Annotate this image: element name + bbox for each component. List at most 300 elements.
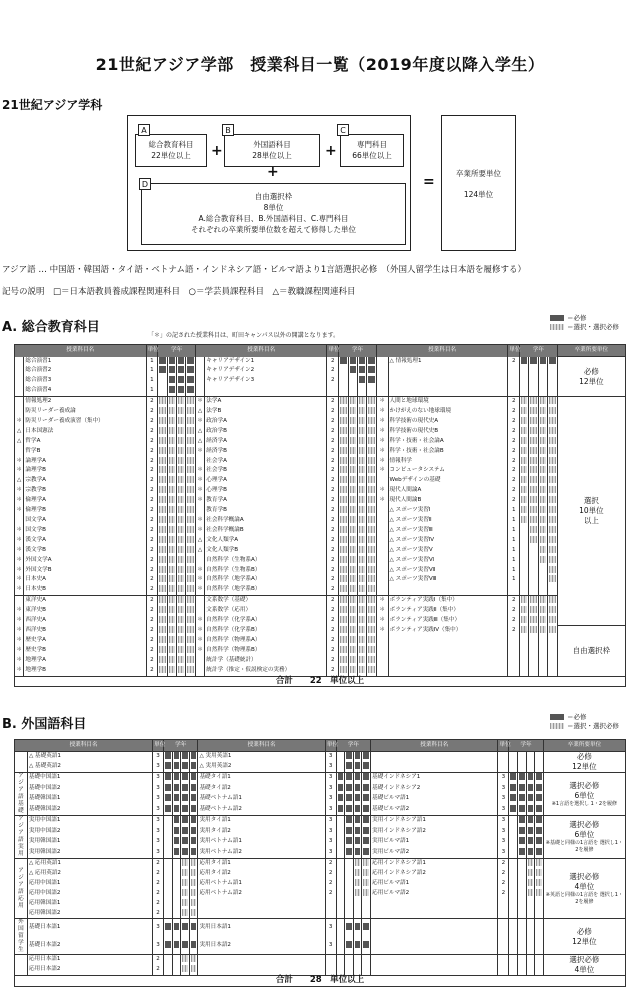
table-row (15, 879, 626, 889)
year-cell (529, 366, 538, 376)
year-cell (348, 486, 357, 496)
year-cell (172, 965, 181, 976)
required-bar (355, 827, 361, 834)
year-cell (336, 889, 345, 899)
required-bar (174, 837, 180, 844)
year-cell (348, 386, 357, 396)
elective-bar (340, 407, 346, 414)
year-cell (186, 386, 195, 396)
year-cell (339, 536, 348, 546)
elective-bar (178, 397, 184, 404)
year-cell (339, 526, 348, 536)
elective-bar (368, 536, 374, 543)
course-name: △ スポーツ実習Ⅷ (388, 575, 508, 585)
year-cell (181, 827, 190, 837)
year-header: 学年 (520, 345, 558, 357)
box-c-line1: 専門科目 (357, 140, 387, 149)
elective-bar (368, 466, 374, 473)
requirement-note: ※1言語を選択し 1・2を履修 (551, 800, 618, 807)
course-units: 2 (508, 357, 520, 367)
requirement-line: 6単位 (574, 790, 595, 800)
course-units: 2 (327, 476, 339, 486)
year-cell (339, 506, 348, 516)
elective-bar (159, 486, 165, 493)
course-units: 2 (327, 575, 339, 585)
year-cell (336, 816, 345, 827)
year-cell (189, 899, 198, 909)
course-name: 社会科学概論B (205, 526, 327, 536)
year-cell (189, 889, 198, 899)
elective-bar (363, 859, 369, 866)
required-bar (338, 805, 344, 812)
course-mark (195, 457, 204, 467)
elective-bar (187, 457, 193, 464)
box-d-line2: 8単位 (263, 203, 284, 212)
year-cell (538, 457, 547, 467)
course-units: 3 (325, 937, 336, 955)
year-cell (538, 556, 547, 566)
course-mark: ＊ (15, 666, 24, 676)
course-mark: ＊ (195, 585, 204, 595)
course-name: 基礎ベトナム語2 (198, 804, 325, 815)
course-name: 実用日本語1 (198, 919, 325, 937)
course-units: 2 (327, 516, 339, 526)
year-cell (336, 804, 345, 815)
year-cell (353, 837, 362, 847)
course-name: 政治学A (205, 417, 327, 427)
year-cell (526, 919, 535, 937)
course-name (205, 386, 327, 396)
required-bar (350, 357, 356, 364)
elective-bar (159, 516, 165, 523)
elective-bar (530, 447, 536, 454)
year-cell (167, 546, 176, 556)
course-name: ボランティア実践Ⅰ（集中） (388, 596, 508, 606)
year-cell (526, 773, 535, 784)
required-bar (355, 762, 361, 769)
table-row (15, 546, 626, 556)
elective-bar (350, 457, 356, 464)
year-cell (529, 457, 538, 467)
year-cell (367, 575, 376, 585)
required-bar (536, 773, 542, 780)
course-units: 2 (327, 486, 339, 496)
year-cell (348, 526, 357, 536)
section-a-heading: A. 総合教育科目 (2, 320, 100, 335)
year-cell (367, 486, 376, 496)
year-cell (158, 666, 167, 676)
required-bar (174, 848, 180, 855)
required-bar (363, 816, 369, 823)
requirement-line: 4単位 (574, 965, 595, 975)
requirement-note: ※英語と同様の1言語を 選択し1・2を履修 (545, 891, 623, 905)
year-cell (172, 837, 181, 847)
year-cell (520, 626, 529, 636)
required-bar (519, 805, 525, 812)
elective-bar (340, 556, 346, 563)
course-units: 2 (327, 626, 339, 636)
year-cell (167, 486, 176, 496)
elective-bar (549, 447, 555, 454)
plus-2: + (325, 143, 337, 159)
year-cell (189, 837, 198, 847)
year-cell (339, 376, 348, 386)
table-row (15, 837, 626, 847)
course-units: 2 (327, 427, 339, 437)
year-cell (167, 556, 176, 566)
course-mark (376, 566, 388, 576)
elective-bar (530, 496, 536, 503)
year-cell (362, 879, 371, 889)
course-name: Webデザインの基礎 (388, 476, 508, 486)
year-cell (177, 437, 186, 447)
year-cell (172, 919, 181, 937)
elective-bar (521, 596, 527, 603)
course-mark (376, 516, 388, 526)
elective-bar (521, 466, 527, 473)
units-header: 単位 (327, 345, 339, 357)
course-mark (15, 397, 24, 407)
required-bar (346, 773, 352, 780)
year-cell (353, 879, 362, 889)
year-cell (535, 879, 544, 889)
year-cell (548, 566, 557, 576)
elective-bar (368, 496, 374, 503)
course-name: 応用日本語2 (27, 965, 152, 976)
course-units: 2 (146, 636, 158, 646)
year-cell (509, 804, 518, 815)
year-cell (339, 646, 348, 656)
required-bar (165, 784, 171, 791)
elective-bar (549, 516, 555, 523)
elective-bar (182, 965, 188, 972)
grad-line1: 卒業所要単位 (456, 169, 501, 178)
course-units: 1 (508, 506, 520, 516)
elective-bar (359, 516, 365, 523)
course-name (371, 909, 498, 919)
elective-bar (178, 575, 184, 582)
year-cell (509, 909, 518, 919)
course-mark: ＊ (15, 457, 24, 467)
elective-bar (340, 626, 346, 633)
elective-bar (340, 476, 346, 483)
elective-bar (359, 626, 365, 633)
course-name: 社会科学概論A (205, 516, 327, 526)
elective-bar (355, 889, 361, 896)
table-row (15, 447, 626, 457)
year-cell (538, 496, 547, 506)
elective-bar (191, 909, 197, 916)
course-units (508, 376, 520, 386)
required-bar (182, 941, 188, 948)
table-row (15, 816, 626, 827)
elective-bar (530, 476, 536, 483)
course-mark: ＊ (15, 646, 24, 656)
course-units: 2 (146, 556, 158, 566)
elective-bar (169, 476, 175, 483)
year-cell (520, 585, 529, 595)
course-units: 2 (146, 457, 158, 467)
year-cell (186, 466, 195, 476)
elective-bar (530, 606, 536, 613)
course-mark: △ (195, 546, 204, 556)
year-cell (181, 837, 190, 847)
legend-b (550, 713, 619, 731)
elective-bar (159, 506, 165, 513)
required-bar (169, 376, 175, 383)
elective-bar (521, 476, 527, 483)
year-cell (367, 476, 376, 486)
elective-bar (169, 556, 175, 563)
year-cell (186, 496, 195, 506)
box-d-line4: それぞれの卒業所要単位数を超えて修得した単位 (191, 225, 356, 234)
elective-bar (540, 516, 546, 523)
course-name: ボランティア実践Ⅲ（集中） (388, 616, 508, 626)
year-cell (357, 546, 366, 556)
elective-bar (169, 397, 175, 404)
required-bar (182, 848, 188, 855)
required-bar (355, 805, 361, 812)
elective-bar (187, 636, 193, 643)
requirement-line: 必修 (576, 926, 592, 936)
total-cell: 合計 28 単位以上 (15, 976, 626, 987)
year-cell (367, 546, 376, 556)
course-name: 政治学B (205, 427, 327, 437)
elective-bar (182, 869, 188, 876)
elective-bar (178, 476, 184, 483)
elective-bar (340, 656, 346, 663)
year-cell (177, 386, 186, 396)
elective-bar (359, 447, 365, 454)
year-cell (517, 965, 526, 976)
year-cell (167, 397, 176, 407)
elective-bar (159, 407, 165, 414)
year-cell (520, 646, 529, 656)
year-cell (339, 596, 348, 606)
elective-bar (169, 566, 175, 573)
required-bar (363, 773, 369, 780)
elective-bar (169, 466, 175, 473)
course-units: 2 (508, 427, 520, 437)
requirement-line: 自由選択枠 (572, 645, 611, 655)
year-cell (548, 476, 557, 486)
course-name: 応用日本語1 (27, 955, 152, 966)
course-units: 2 (508, 496, 520, 506)
course-units: 2 (508, 417, 520, 427)
elective-bar (340, 596, 346, 603)
total-row (15, 676, 626, 687)
elective-bar (549, 407, 555, 414)
year-cell (548, 575, 557, 585)
required-bar (187, 357, 193, 364)
required-bar (191, 941, 197, 948)
year-cell (526, 784, 535, 794)
course-name: △ 基礎英語2 (27, 762, 152, 773)
course-mark: ＊ (376, 397, 388, 407)
year-cell (336, 752, 345, 763)
course-name: 実用韓国語2 (27, 847, 152, 858)
year-cell (186, 575, 195, 585)
year-cell (158, 447, 167, 457)
year-cell (167, 636, 176, 646)
required-bar (355, 773, 361, 780)
year-cell (186, 636, 195, 646)
subject-header: 授業科目名 (376, 345, 508, 357)
elective-bar (540, 496, 546, 503)
requirement-header: 卒業所要単位 (543, 740, 625, 752)
year-cell (362, 816, 371, 827)
year-header: 学年 (509, 740, 544, 752)
table-row (15, 357, 626, 367)
required-bar (346, 848, 352, 855)
required-bar (355, 837, 361, 844)
elective-bar (368, 646, 374, 653)
elective-bar (187, 596, 193, 603)
elective-bar (540, 536, 546, 543)
elective-bar (350, 556, 356, 563)
elective-bar (521, 407, 527, 414)
year-cell (357, 606, 366, 616)
year-cell (189, 859, 198, 869)
required-bar (178, 357, 184, 364)
course-units: 3 (325, 837, 336, 847)
course-units: 1 (146, 366, 158, 376)
required-bar (174, 773, 180, 780)
elective-bar (169, 546, 175, 553)
course-name: 基礎タイ語2 (198, 784, 325, 794)
course-name: 基礎ビルマ語2 (371, 804, 498, 815)
required-bar (346, 837, 352, 844)
required-bar (191, 773, 197, 780)
year-cell (535, 899, 544, 909)
elective-bar (178, 536, 184, 543)
required-bar (363, 941, 369, 948)
year-cell (163, 847, 172, 858)
year-cell (529, 646, 538, 656)
legend-elective: ＝選択・選択必修 (550, 323, 619, 332)
elective-bar (178, 457, 184, 464)
course-name (388, 376, 508, 386)
elective-bar (521, 427, 527, 434)
requirement-line: 選択必修 (569, 955, 600, 965)
elective-bar (350, 466, 356, 473)
table-row (15, 407, 626, 417)
course-units: 2 (327, 646, 339, 656)
course-mark: ＊ (376, 417, 388, 427)
year-cell (163, 869, 172, 879)
elective-bar (169, 606, 175, 613)
table-row (15, 859, 626, 869)
elective-bar (359, 636, 365, 643)
year-cell (348, 357, 357, 367)
course-name: △ スポーツ実習Ⅲ (388, 526, 508, 536)
year-cell (189, 937, 198, 955)
course-units: 2 (146, 566, 158, 576)
year-cell (367, 437, 376, 447)
year-cell (167, 386, 176, 396)
course-mark: ＊ (376, 457, 388, 467)
year-cell (158, 626, 167, 636)
year-cell (367, 566, 376, 576)
legend-a (550, 314, 619, 332)
course-units: 3 (153, 752, 164, 763)
table-row (15, 794, 626, 804)
year-cell (357, 366, 366, 376)
elective-bar (368, 427, 374, 434)
year-cell (509, 919, 518, 937)
year-cell (339, 656, 348, 666)
year-cell (538, 656, 547, 666)
course-mark: ＊ (15, 575, 24, 585)
year-cell (367, 636, 376, 646)
course-name: 現代人間論A (388, 486, 508, 496)
year-cell (186, 546, 195, 556)
required-bar (363, 752, 369, 759)
course-name: 自然科学（生物系B） (205, 566, 327, 576)
year-cell (189, 909, 198, 919)
elective-bar (340, 516, 346, 523)
required-bar (182, 762, 188, 769)
year-cell (357, 536, 366, 546)
table-row (15, 596, 626, 606)
required-bar (191, 784, 197, 791)
elective-bar (368, 546, 374, 553)
year-cell (357, 417, 366, 427)
elective-bar (340, 486, 346, 493)
course-name: 歴史学A (24, 636, 146, 646)
year-cell (362, 784, 371, 794)
year-cell (538, 427, 547, 437)
year-cell (158, 575, 167, 585)
year-cell (362, 909, 371, 919)
year-cell (367, 646, 376, 656)
year-cell (158, 457, 167, 467)
elective-bar (350, 606, 356, 613)
elective-bar (187, 656, 193, 663)
required-bar (536, 848, 542, 855)
course-units: 2 (327, 556, 339, 566)
elective-bar (187, 546, 193, 553)
year-cell (189, 794, 198, 804)
units-header: 単位 (153, 740, 164, 752)
required-bar (159, 366, 165, 373)
requirement-line: 10単位 (579, 506, 604, 516)
course-units: 2 (146, 417, 158, 427)
elective-bar (540, 556, 546, 563)
year-cell (353, 909, 362, 919)
elective-bar (359, 666, 365, 673)
year-cell (367, 656, 376, 666)
year-cell (353, 752, 362, 763)
year-cell (357, 496, 366, 506)
course-mark (195, 556, 204, 566)
year-cell (348, 616, 357, 626)
course-name: 応用タイ語1 (198, 859, 325, 869)
year-cell (548, 397, 557, 407)
year-cell (538, 407, 547, 417)
year-cell (529, 656, 538, 666)
course-mark: ＊ (195, 526, 204, 536)
grad-box (441, 115, 516, 251)
course-units: 2 (146, 536, 158, 546)
course-name: 基礎韓国語2 (27, 804, 152, 815)
required-swatch (550, 714, 564, 720)
required-bar (355, 816, 361, 823)
course-units: 2 (146, 666, 158, 676)
year-cell (538, 466, 547, 476)
group-label: 外国 留学生 (15, 919, 28, 955)
required-bar (182, 784, 188, 791)
